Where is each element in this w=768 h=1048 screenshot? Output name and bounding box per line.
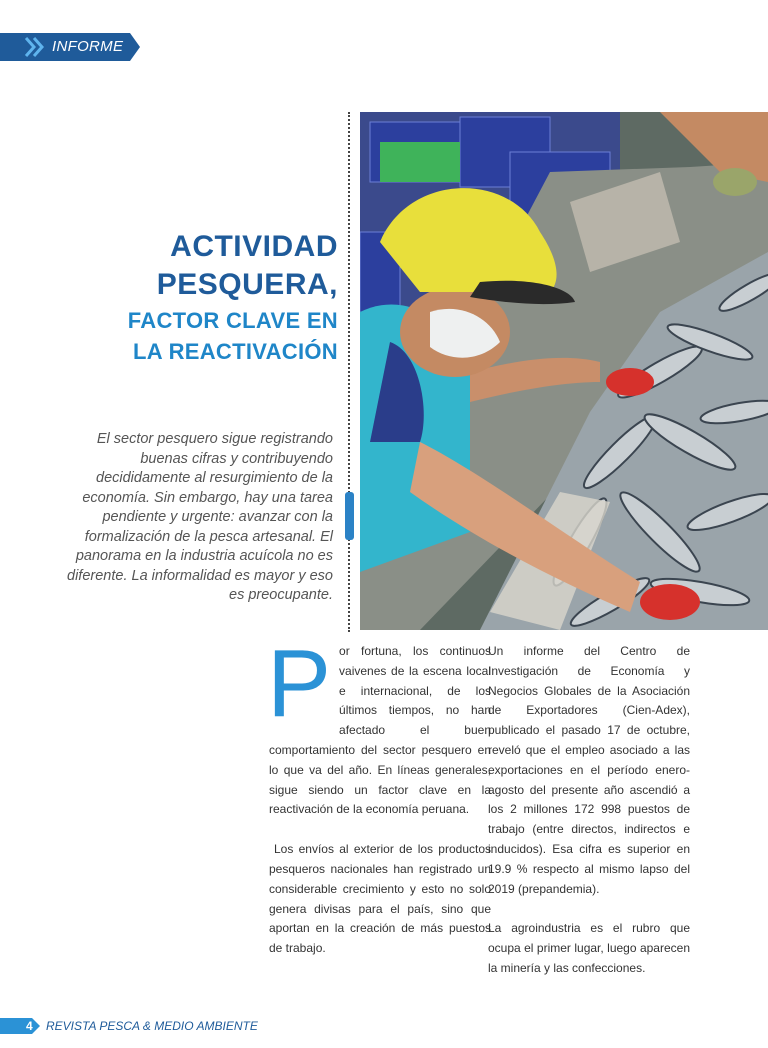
section-label: INFORME <box>52 38 124 55</box>
divider-marker <box>345 492 354 540</box>
lead-paragraph: El sector pesquero sigue registrando buenas cifras y contribuyendo decididamente al resurgimiento de la economía. Sin embargo, hay una tarea pendiente y urgente: avanzar con la formalización de la pesca artesanal. El panorama en la industria acuícola no es diferente. La informalidad es mayor y eso es preocupante. <box>67 431 333 603</box>
dotted-divider <box>348 112 350 632</box>
page-footer <box>0 1016 300 1036</box>
title-line-1: ACTIVIDAD <box>170 230 338 263</box>
body-paragraph-2: Los envíos al exterior de los productos pesqueros nacionales han registrado un considerable crecimiento y esto no solo genera divisas para el país, sino que aportan en la creación de más puestos de trabajo. <box>269 842 491 956</box>
magazine-name: REVISTA PESCA & MEDIO AMBIENTE <box>46 1019 258 1033</box>
body-column-1 <box>267 630 491 959</box>
section-tag <box>0 33 140 61</box>
article-title <box>38 228 338 366</box>
body-paragraph-3: Un informe del Centro de Investigación de Economía y Negocios Globales de la Asociación de Exportadores (Cien-Adex), publicado el pasado 17 de octubre, reveló que el empleo asociado a las exportaciones en el período enero-agosto del presente año ascendió a los 2 millones 172 998 puestos de trabajo (entre directos, indirectos e inducidos). Esa cifra es superior en 19.9 % respecto al mismo lapso del 2019 (prepandemia). <box>488 644 690 896</box>
paragraph-1-text: or fortuna, los continuos vaivenes de la escena local e internacional, de los últimos tiempos, no han afectado el buen comportamiento del sector pesquero en lo que va del año. En líneas generales, sigue siendo un factor clave en la reactivación de la economía peruana. <box>269 644 491 817</box>
title-line-4: LA REACTIVACIÓN <box>133 339 338 364</box>
title-line-2: PESQUERA, <box>156 268 338 301</box>
body-paragraph-4: La agroindustria es el rubro que ocupa el primer lugar, luego aparecen la minería y las confecciones. <box>488 921 690 975</box>
fish-processing-photo <box>360 112 768 630</box>
page-number-badge <box>0 1016 38 1036</box>
body-paragraph-1 <box>267 630 491 820</box>
page-number: 4 <box>26 1019 33 1033</box>
body-column-2 <box>488 642 690 979</box>
page-badge-background <box>0 1016 40 1036</box>
title-line-3: FACTOR CLAVE EN <box>127 308 338 333</box>
drop-cap: P <box>267 630 332 737</box>
